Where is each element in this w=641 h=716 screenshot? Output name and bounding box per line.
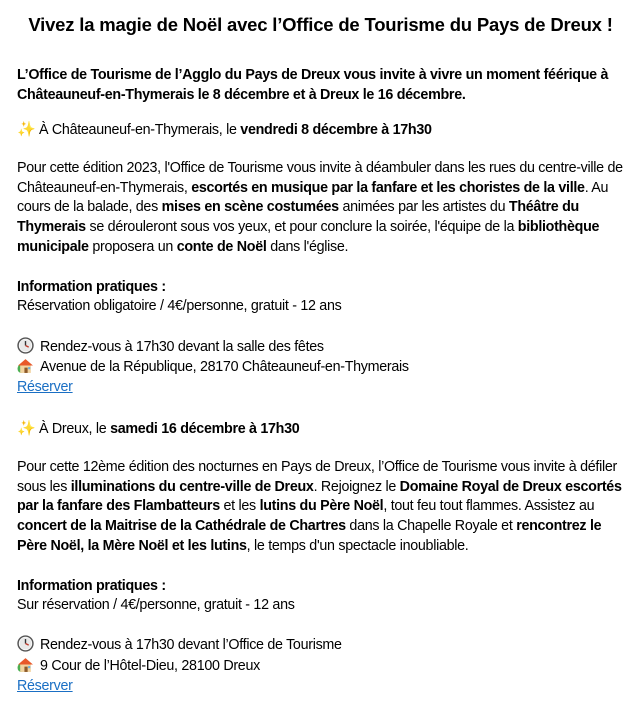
text-run: proposera un	[88, 238, 177, 255]
event-date: vendredi 8 décembre à 17h30	[240, 122, 432, 138]
intro-text: L’Office de Tourisme de l’Agglo du Pays de Dreux vous invite à vivre un moment féérique à Châteauneuf-en-Thymerais le 8 décembre et à Dreux le 16 décembre.	[17, 67, 609, 103]
text-run: dans la Chapelle Royale et	[345, 518, 517, 535]
text-run: animées par les artistes du	[338, 199, 509, 216]
address: Avenue de la République, 28170 Châteauneuf-en-Thymerais	[17, 357, 409, 377]
text-run: . Rejoignez le	[313, 478, 400, 495]
bold-phrase: rencontrez le Père Noël, la Mère Noël et les lutins	[17, 518, 602, 554]
bold-phrase: Théâtre du Thymerais	[17, 199, 579, 236]
text-run: , le temps d'un spectacle inoubliable.	[246, 537, 469, 554]
house-icon	[17, 656, 34, 673]
info-text: Réservation obligatoire / 4€/personne, gratuit - 12 ans	[17, 298, 342, 314]
meeting-point: Rendez-vous à 17h30 devant l’Office de Tourisme	[17, 635, 342, 655]
clock-icon	[17, 337, 34, 354]
event-date: samedi 16 décembre à 17h30	[110, 421, 300, 437]
reserve-link[interactable]: Réserver	[17, 379, 73, 395]
page-title: Vivez la magie de Noël avec l’Office de Tourisme du Pays de Dreux !	[28, 14, 613, 35]
event-location: À Châteauneuf-en-Thymerais, le	[39, 122, 241, 138]
sparkles-icon: ✨	[17, 420, 36, 437]
bold-phrase: lutins du Père Noël	[259, 498, 384, 515]
info-label: Information pratiques :	[17, 279, 166, 295]
reserve-link[interactable]: Réserver	[17, 678, 73, 694]
bold-phrase: illuminations du centre-ville de Dreux	[70, 478, 314, 495]
event-description	[17, 458, 632, 557]
event-heading	[17, 120, 432, 140]
bold-phrase: conte de Noël	[176, 238, 267, 255]
text-run: Pour cette 12ème édition des nocturnes en Pays de Dreux, l’Office de Tourisme vous invite à défiler sous les	[17, 459, 617, 495]
clock-icon	[17, 635, 34, 652]
bold-phrase: Domaine Royal de Dreux escortés par la fanfare des Flambatteurs	[17, 478, 622, 515]
bold-phrase: bibliothèque municipale	[17, 219, 600, 255]
house-icon	[17, 357, 34, 374]
bold-phrase: mises en scène costumées	[161, 199, 339, 216]
text-run: se dérouleront sous vos yeux, et pour conclure la soirée, l'équipe de la	[85, 219, 518, 236]
info-text: Sur réservation / 4€/personne, gratuit - 12 ans	[17, 597, 295, 613]
meeting-point: Rendez-vous à 17h30 devant la salle des fêtes	[17, 337, 324, 357]
event-location: À Dreux, le	[39, 421, 111, 437]
sparkles-icon: ✨	[17, 121, 36, 138]
text-run: dans l'église.	[266, 238, 349, 255]
text-run: Pour cette édition 2023, l'Office de Tourisme vous invite à déambuler dans les rues du centre-ville de Châteauneuf-en-Thymerais,	[17, 160, 623, 196]
address: 9 Cour de l’Hôtel-Dieu, 28100 Dreux	[17, 656, 260, 676]
info-label: Information pratiques :	[17, 578, 166, 594]
text-run: et les	[219, 498, 260, 515]
event-heading	[17, 419, 299, 439]
bold-phrase: escortés en musique par la fanfare et les choristes de la ville	[191, 179, 585, 196]
bold-phrase: concert de la Maitrise de la Cathédrale de Chartres	[17, 518, 346, 535]
text-run: . Au cours de la balade, des	[17, 179, 609, 216]
text-run: , tout feu tout flammes. Assistez au	[383, 498, 595, 515]
event-description	[17, 159, 632, 258]
